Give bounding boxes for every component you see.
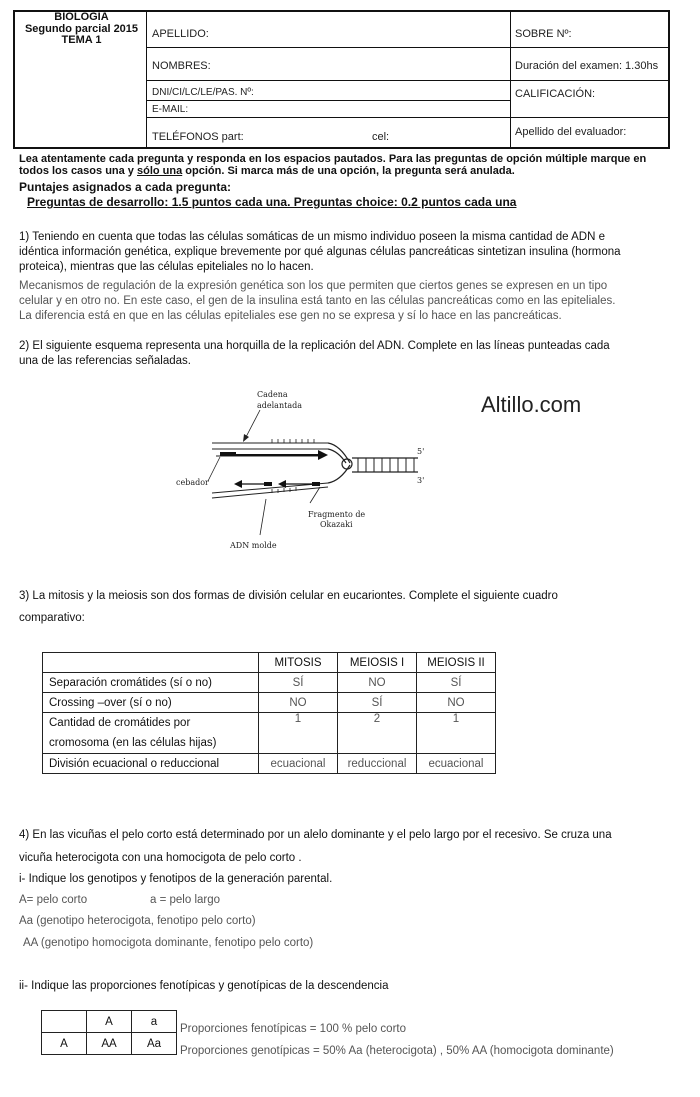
table-row	[43, 713, 496, 754]
label-adelantada: adelantada	[257, 401, 302, 410]
table-header-row	[43, 653, 496, 673]
table-cell[interactable]: 1	[259, 713, 338, 754]
apellido-field[interactable]: APELLIDO:	[152, 28, 209, 40]
question-3-line: comparativo:	[19, 612, 85, 624]
parental-genotype-1: Aa (genotipo heterocigota, fenotipo pelo corto)	[19, 915, 256, 927]
header-rule	[146, 47, 670, 48]
label-adn-molde: ADN molde	[230, 541, 277, 550]
table-header-cell: MEIOSIS II	[417, 653, 496, 673]
question-3-line: 3) La mitosis y la meiosis son dos formas de división celular en eucariontes. Complete el siguiente cuadro	[19, 590, 558, 602]
puntajes-heading: Puntajes asignados a cada pregunta:	[19, 180, 232, 194]
table-header-cell	[43, 653, 259, 673]
punnett-row-header: A	[42, 1033, 87, 1055]
label-cadena: Cadena	[257, 390, 288, 399]
punnett-square	[41, 1010, 177, 1055]
watermark: Altillo.com	[481, 392, 582, 417]
cel-field[interactable]: cel:	[372, 131, 390, 143]
question-4-part-ii: ii- Indique las proporciones fenotípicas y genotípicas de la descendencia	[19, 980, 389, 992]
sobre-field[interactable]: SOBRE Nº:	[515, 28, 572, 40]
row-label: Separación cromátides (sí o no)	[43, 673, 259, 693]
instructions-line: todos los casos una y sólo una opción. Si marca más de una opción, la pregunta será anulada.	[19, 165, 515, 177]
table-cell[interactable]: SÍ	[338, 693, 417, 713]
allele-dominant: A= pelo corto	[19, 894, 88, 906]
table-row	[43, 673, 496, 693]
row-label: División ecuacional o reduccional	[43, 754, 259, 774]
email-field[interactable]: E-MAIL:	[152, 104, 189, 115]
proporciones-fenotipicas: Proporciones fenotípicas = 100 % pelo corto	[180, 1023, 406, 1035]
puntajes-detail: Preguntas de desarrollo: 1.5 puntos cada una. Preguntas choice: 0.2 puntos cada una	[27, 195, 517, 209]
table-header-cell: MEIOSIS I	[338, 653, 417, 673]
row-label: Crossing –over (sí o no)	[43, 693, 259, 713]
question-4-part-i: i- Indique los genotipos y fenotipos de la generación parental.	[19, 873, 333, 885]
punnett-header: a	[132, 1011, 177, 1033]
calificacion-field[interactable]: CALIFICACIÓN:	[515, 88, 596, 100]
table-cell[interactable]: 2	[338, 713, 417, 754]
table-row	[43, 754, 496, 774]
allele-recessive: a = pelo largo	[150, 894, 221, 906]
punnett-cell: Aa	[132, 1033, 177, 1055]
parental-genotype-2: AA (genotipo homocigota dominante, fenotipo pelo corto)	[23, 937, 314, 949]
dni-field[interactable]: DNI/CI/LC/LE/PAS. Nº:	[152, 87, 254, 98]
table-cell[interactable]: reduccional	[338, 754, 417, 774]
table-cell[interactable]: SÍ	[259, 673, 338, 693]
table-row	[43, 693, 496, 713]
header-rule	[146, 80, 670, 81]
course-title: BIOLOGIA Segundo parcial 2015 TEMA 1	[24, 11, 139, 46]
answer-1: Mecanismos de regulación de la expresión genética son los que permiten que ciertos genes se expresen en un tipo celular y en otro no. En este caso, el gen de la insulina está tanto en las células pancreáticas como en las epiteliales. La diferencia está en que en las células epiteliales ese gen no se expresa y sí lo hace en las pancreáticas.	[19, 280, 616, 322]
question-4-line: 4) En las vicuñas el pelo corto está determinado por un alelo dominante y el pelo largo por el recesivo. Se cruza una	[19, 829, 612, 841]
punnett-cell: AA	[87, 1033, 132, 1055]
label-fragmento: Fragmento de	[308, 510, 366, 519]
header-rule	[146, 100, 510, 101]
question-4-line: vicuña heterocigota con una homocigota de pelo corto .	[19, 852, 302, 864]
nombres-field[interactable]: NOMBRES:	[152, 60, 211, 72]
evaluador-field[interactable]: Apellido del evaluador:	[515, 126, 627, 138]
table-cell[interactable]: SÍ	[417, 673, 496, 693]
table-cell[interactable]: ecuacional	[259, 754, 338, 774]
label-cebador: cebador	[176, 478, 209, 487]
exam-header-form	[13, 10, 670, 149]
replication-fork-diagram	[160, 385, 450, 560]
table-cell[interactable]: NO	[338, 673, 417, 693]
header-rule	[146, 117, 670, 118]
proporciones-genotipicas: Proporciones genotípicas = 50% Aa (heterocigota) , 50% AA (homocigota dominante)	[180, 1045, 614, 1057]
question-1: 1) Teniendo en cuenta que todas las células somáticas de un mismo individuo poseen la misma cantidad de ADN e idéntica información genética, explique brevemente por qué algunas células pancreáticas sintetizan insulina (hormona proteica), mientras que las células epiteliales no lo hacen.	[19, 231, 621, 273]
punnett-header: A	[87, 1011, 132, 1033]
table-cell[interactable]: NO	[259, 693, 338, 713]
label-5-prime: 5'	[417, 447, 425, 456]
question-2: 2) El siguiente esquema representa una horquilla de la replicación del ADN. Complete en las líneas punteadas cada una de las referencias señaladas.	[19, 340, 610, 367]
table-cell[interactable]: ecuacional	[417, 754, 496, 774]
telefonos-field[interactable]: TELÉFONOS part:	[152, 131, 244, 143]
table-cell[interactable]: 1	[417, 713, 496, 754]
instructions-line: Lea atentamente cada pregunta y responda en los espacios pautados. Para las preguntas de opción múltiple marque en	[19, 153, 647, 165]
instructions	[19, 153, 689, 177]
table-cell[interactable]: NO	[417, 693, 496, 713]
label-3-prime: 3'	[417, 476, 425, 485]
label-okazaki: Okazaki	[320, 520, 353, 529]
comparison-table	[42, 652, 496, 774]
table-header-cell: MITOSIS	[259, 653, 338, 673]
punnett-corner	[42, 1011, 87, 1033]
duracion-label: Duración del examen: 1.30hs	[515, 60, 659, 72]
row-label: Cantidad de cromátides por cromosoma (en las células hijas)	[43, 713, 259, 754]
